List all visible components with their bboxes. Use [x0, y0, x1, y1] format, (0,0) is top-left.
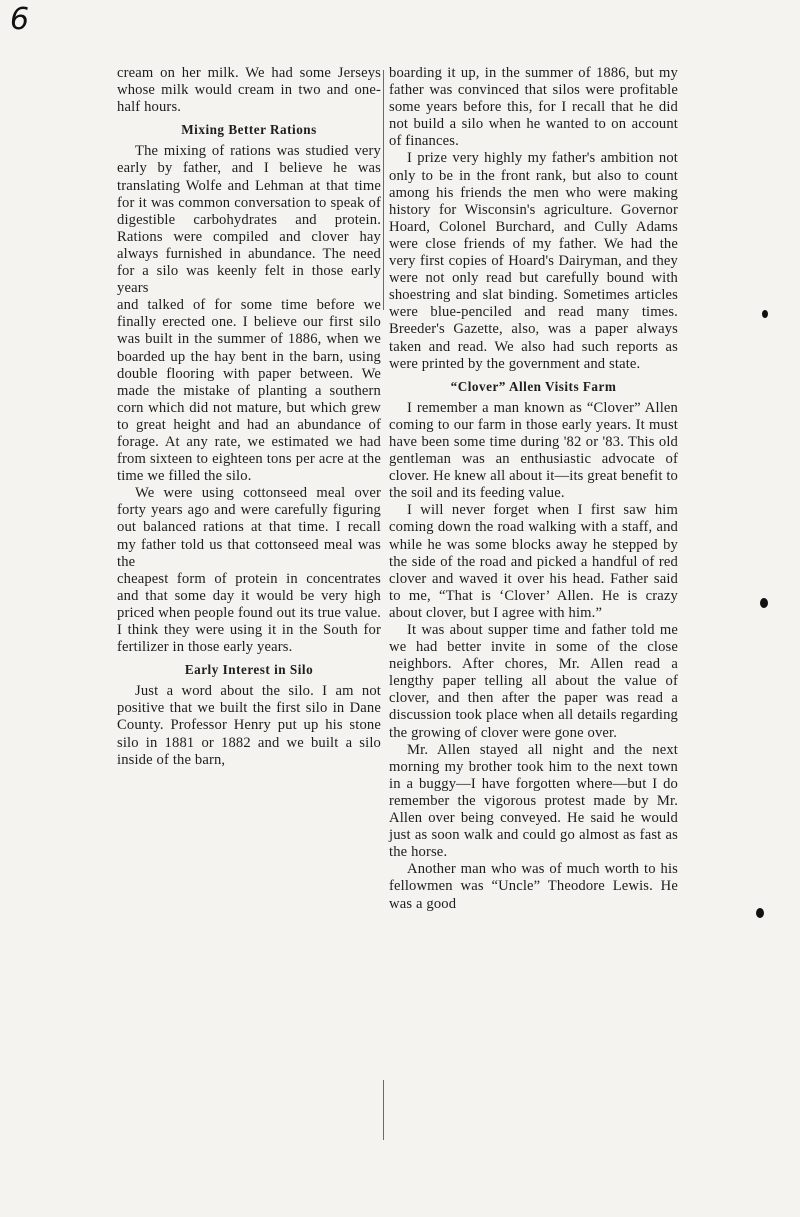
paragraph: I remember a man known as “Clover” Allen coming to our farm in those early years. It must have been some time during '82 or '83. This old gentleman was an enthusiastic advocate of clover. He knew all about it—its great benefit to the soil and its feeding value.	[389, 399, 679, 502]
column-rule-top	[383, 70, 384, 310]
paragraph: and talked of for some time before we finally erected one. I believe our first silo was built in the summer of 1886, when we boarded up the hay bent in the barn, using double flooring with paper between. We made the mistake of planting a southern corn which did not mature, but which grew to great height and had an abundance of forage. At any rate, we estimated we had from sixteen to eighteen tons per acre at the time we filled the silo.	[117, 297, 381, 485]
section-heading: “Clover” Allen Visits Farm	[450, 378, 617, 394]
paragraph: I will never forget when I first saw him coming down the road walking with a staff, and while he was some blocks away he stepped by the side of the road and picked a handful of red clover and waved it over his head. Father said to me, “That is ‘Clover’ Allen. He is crazy about clover, but I agree with him.”	[389, 502, 678, 621]
page-number: 6	[10, 2, 30, 37]
paragraph: I prize very highly my father's ambition not only to be in the front rank, but also to count among his friends the men who were making history for Wisconsin's agriculture. Governor Hoard, Colonel Burchard, and Cully Adams were close friends of my father. We had the very first copies of Hoard's Dairyman, and they were not only read but carefully bound with shoestring and slat binding. Sometimes articles were blue-penciled and read many times. Breeder's Gazette, also, was a paper always taken and read. We also had such reports as were printed by the government and state.	[389, 150, 678, 372]
paragraph: It was about supper time and father told me we had better invite in some of the close neighbors. After chores, Mr. Allen read a lengthy paper telling all about the value of clover, and then after the paper was read a discussion took place when all details regarding the growing of clover were gone over.	[389, 622, 678, 741]
paragraph: cream on her milk. We had some Jerseys whose milk would cream in two and one-half hours.	[117, 65, 381, 116]
binding-hole-mark	[756, 908, 764, 918]
paragraph: We were using cottonseed meal over forty years ago and were carefully figuring out balanced rations at that time. I recall my father told us that cottonseed meal was the	[117, 485, 381, 570]
paragraph: Just a word about the silo. I am not positive that we built the first silo in Dane County. Professor Henry put up his stone silo in 1881 or 1882 and we built a silo inside of the barn,	[117, 683, 381, 768]
section-heading: Mixing Better Rations	[181, 122, 317, 138]
paragraph: Another man who was of much worth to his fellowmen was “Uncle” Theodore Lewis. He was a good	[389, 861, 678, 912]
paragraph: cheapest form of protein in concentrates and that some day it would be very high priced when people found out its true value. I think they were using it in the South for fertilizer in those early years.	[117, 570, 381, 656]
column-rule-bottom	[383, 1080, 384, 1140]
paragraph: The mixing of rations was studied very early by father, and I believe he was translating Wolfe and Lehman at that time for it was common conversation to speak of digestible carbohydrates and protein. Rations were compiled and clover hay always furnished in abundance. The need for a silo was keenly felt in those early years	[117, 143, 381, 297]
binding-hole-mark	[762, 310, 768, 318]
paragraph: boarding it up, in the summer of 1886, but my father was convinced that silos were profitable some years before this, for I recall that he did not build a silo when he wanted to on account of finances.	[389, 65, 678, 150]
left-column	[117, 65, 381, 769]
section-heading: Early Interest in Silo	[184, 662, 314, 678]
paragraph: Mr. Allen stayed all night and the next morning my brother took him to the next town in a buggy—I have forgotten where—but I do remember the vigorous protest made by Mr. Allen over being conveyed. He said he would just as soon walk and could go almost as fast as the horse.	[389, 741, 678, 861]
binding-hole-mark	[760, 598, 768, 608]
right-column	[389, 65, 678, 913]
